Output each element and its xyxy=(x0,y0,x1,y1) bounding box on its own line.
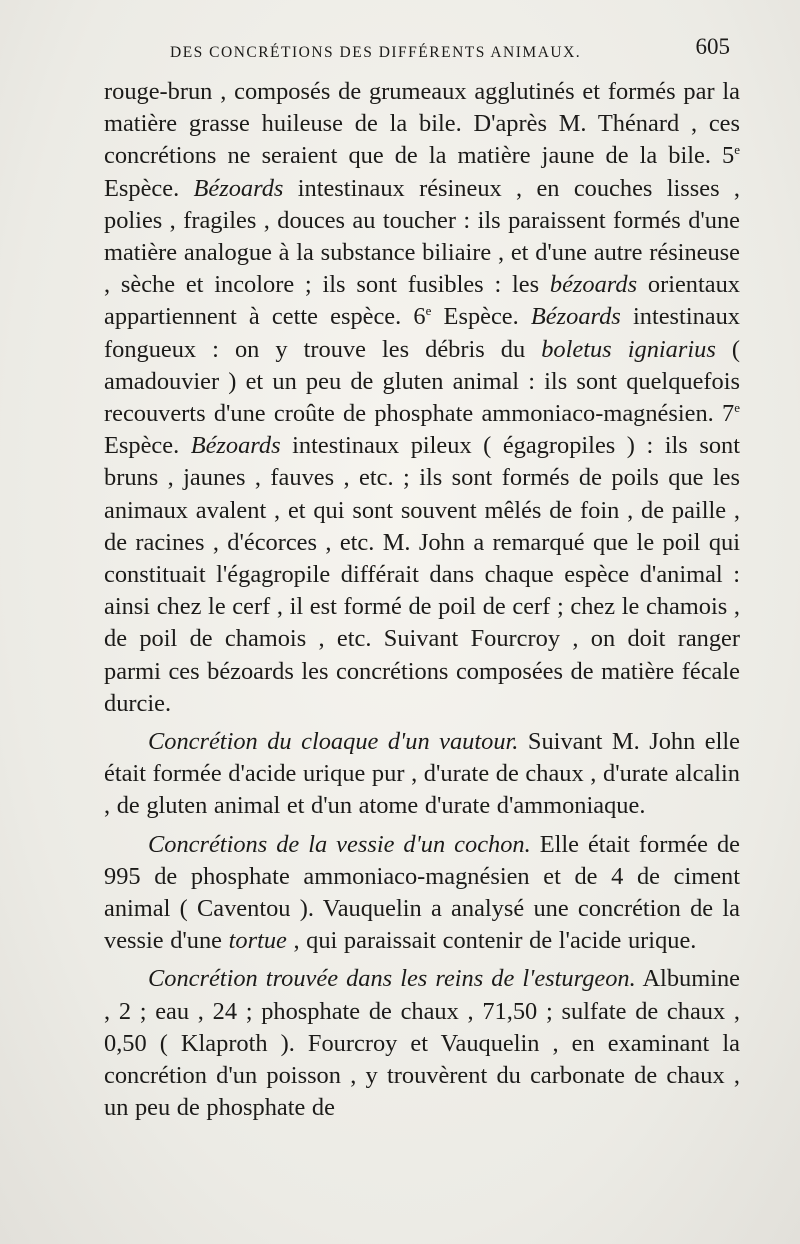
text-run: orientaux appartiennent à cette espèce. 6 xyxy=(104,271,740,331)
text-run: Espèce. xyxy=(104,432,191,460)
text-run: Espèce. xyxy=(104,174,194,202)
italic-term: tortue xyxy=(228,927,287,955)
section-heading-italic: Concrétions de la vessie d'un cochon. xyxy=(148,830,531,858)
italic-term: Bézoards xyxy=(530,303,621,331)
page-number: 605 xyxy=(695,34,730,59)
superscript: e xyxy=(734,400,740,416)
text-run: intestinaux fongueux : on y trouve les débris du xyxy=(104,303,741,363)
superscript: e xyxy=(734,142,740,158)
italic-term: bézoards xyxy=(549,271,638,299)
page-header xyxy=(170,34,730,70)
text-run: Espèce. xyxy=(431,303,531,331)
text-run: Elle était formée de 995 de phosphate ammoniaco-magnésien et de 4 de ciment animal ( Caventou ). Vauquelin a analysé une concrétion de la vessie d'une xyxy=(104,830,740,955)
text-run: Suivant M. John elle était formée d'acide urique pur , d'urate de chaux , d'urate alcalin , de gluten animal et d'un atome d'urate d'ammoniaque. xyxy=(104,728,740,820)
section-heading-italic: Concrétion trouvée dans les reins de l'esturgeon. xyxy=(148,965,636,993)
superscript: e xyxy=(425,303,432,319)
text-run: intestinaux résineux , en couches lisses , polies , fragiles , douces au toucher : ils paraissent formés d'une matière analogue à la substance biliaire , et d'une autre résineuse , sèche et incolore ; ils sont fusibles : les xyxy=(104,174,740,299)
text-run: intestinaux pileux ( égagropiles ) : ils sont bruns , jaunes , fauves , etc. ; ils sont formés de poils que les animaux avalent , et qui sont souvent mêlés de foin , de paille , de racines , d'écorces , etc. M. John a remarqué que le poil qui constituait l'égagropile différait dans chaque espèce d'animal : ainsi chez le cerf , il est formé de poil de cerf ; chez le chamois , de poil de chamois , etc. Suivant Fourcroy , on doit ranger parmi ces bézoards les concrétions composées de matière fécale durcie. xyxy=(104,432,740,717)
section-heading-italic: Concrétion du cloaque d'un vautour. xyxy=(148,728,519,756)
paragraph-cochon xyxy=(104,829,740,958)
text-run: , qui paraissait contenir de l'acide urique. xyxy=(286,927,697,955)
italic-term: Bézoards xyxy=(193,174,284,202)
italic-term: boletus igniarius xyxy=(541,335,716,363)
text-run: rouge-brun , composés de grumeaux agglutinés et formés par la matière grasse huileuse de la bile. D'après M. Thénard , ces concrétions ne seraient que de la matière jaune de la bile. 5 xyxy=(104,78,740,170)
running-head: DES CONCRÉTIONS DES DIFFÉRENTS ANIMAUX. xyxy=(170,44,582,61)
text-run: Albumine , 2 ; eau , 24 ; phosphate de chaux , 71,50 ; sulfate de chaux , 0,50 ( Klaproth ). Fourcroy et Vauquelin , en examinant la concrétion d'un poisson , y trouvèrent du carbonate de chaux , un peu de phosphate de xyxy=(104,965,740,1122)
text-run: ( amadouvier ) et un peu de gluten animal : ils sont quelquefois recouverts d'une croûte de phosphate ammoniaco-magnésien. 7 xyxy=(104,335,740,428)
paragraph-vautour xyxy=(104,726,740,823)
body-text xyxy=(104,76,740,1125)
paragraph-bezoards xyxy=(104,76,740,720)
paragraph-esturgeon xyxy=(104,963,740,1124)
italic-term: Bézoards xyxy=(190,432,281,460)
